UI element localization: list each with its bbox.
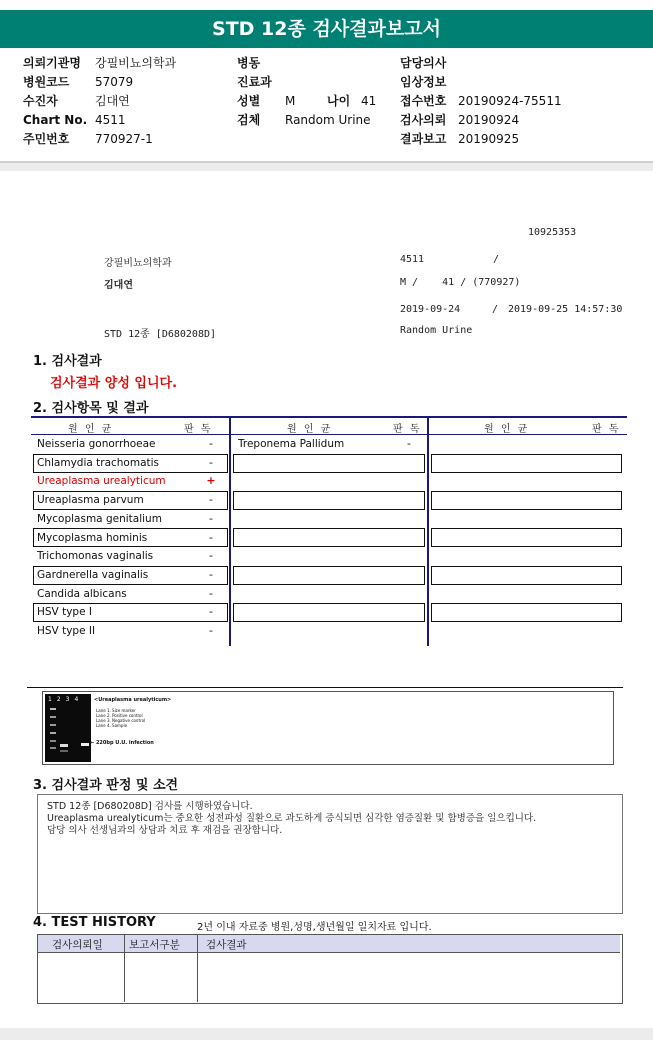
info-id: 10925353	[528, 227, 577, 238]
row-box	[431, 491, 622, 510]
result-row-name: Mycoplasma hominis	[37, 532, 148, 544]
gel-bands-graphic	[45, 694, 91, 762]
result-row-name: Ureaplasma parvum	[37, 494, 144, 506]
result-row-value: -	[209, 568, 213, 581]
field-patient: 수진자 김대연	[23, 94, 130, 108]
history-col-report-type: 보고서구분	[129, 939, 180, 951]
row-box	[233, 528, 425, 547]
result-row-value: -	[209, 437, 213, 450]
footer-band	[0, 1028, 653, 1040]
row-box	[233, 566, 425, 585]
history-col-result: 검사결과	[206, 939, 247, 951]
field-doctor: 담당의사	[400, 56, 447, 70]
history-header-row	[38, 935, 620, 953]
col3-pathogen-header: 원 인 균	[484, 424, 530, 435]
col2-pathogen-header: 원 인 균	[287, 424, 333, 435]
row-box	[233, 454, 425, 473]
result-row-name: Trichomonas vaginalis	[37, 550, 154, 562]
section-1-title: 1. 검사결과	[33, 354, 102, 369]
field-specimen: 검체 Random Urine	[237, 113, 371, 127]
row-box	[431, 454, 622, 473]
gel-electrophoresis-image	[45, 694, 91, 762]
gel-band-label: ← 220bp U.U. infection	[90, 740, 154, 746]
header-left	[23, 54, 176, 149]
col1-result-header: 판 독	[184, 424, 213, 435]
info-sex-age: M / 41 / (770927)	[400, 277, 521, 288]
result-row-name: Neisseria gonorrhoeae	[37, 438, 156, 450]
field-age-label: 나이	[327, 94, 351, 108]
col1-pathogen-header: 원 인 균	[68, 424, 114, 435]
section-4-title: 4. TEST HISTORY	[33, 915, 156, 930]
result-row-value: +	[206, 474, 216, 487]
result-row-name: Gardnerella vaginalis	[37, 569, 149, 581]
result-row-value: -	[209, 624, 213, 637]
field-chart-no: Chart No. 4511	[23, 113, 126, 127]
field-clinical-info: 임상정보	[400, 75, 447, 89]
header-right	[400, 54, 562, 149]
field-receipt-no: 접수번호 20190924-75511	[400, 94, 562, 108]
info-clinic: 강필비뇨의학과	[104, 258, 172, 269]
field-hospital-code: 병원코드 57079	[23, 75, 134, 89]
result-row-value: -	[209, 493, 213, 506]
history-note: 2년 이내 자료중 병원,성명,생년월일 일치자료 입니다.	[197, 922, 432, 933]
field-clinic: 의뢰기관명 강필비뇨의학과	[23, 56, 177, 70]
field-resident-no: 주민번호 770927-1	[23, 132, 153, 146]
row-box	[233, 491, 425, 510]
report-title: STD 12종 검사결과보고서	[0, 10, 653, 48]
info-chart: 4511	[400, 254, 425, 265]
positive-result-text: 검사결과 양성 입니다.	[50, 376, 178, 391]
row-box	[431, 528, 622, 547]
history-col-request-date: 검사의뢰일	[52, 939, 103, 951]
grid-divider-2	[427, 416, 429, 646]
result-row-name: Chlamydia trachomatis	[37, 457, 160, 469]
info-specimen: Random Urine	[400, 325, 473, 336]
field-sex: 성별 M 나이 41	[237, 92, 376, 111]
gel-title: <Ureaplasma urealyticum>	[94, 697, 172, 703]
gel-legend: Lane 1. Size marker Lane 2. Positive control Lane 3. Negative control Lane 4. Sample	[96, 708, 146, 728]
info-patient: 김대연	[104, 280, 133, 291]
result-row-name: Candida albicans	[37, 588, 127, 600]
row-box	[431, 603, 622, 622]
field-request-date: 검사의뢰 20190924	[400, 113, 520, 127]
history-col-divider-2	[197, 935, 198, 1002]
section-3-title: 3. 검사결과 판정 및 소견	[33, 778, 179, 793]
field-ward: 병동	[237, 56, 261, 70]
opinion-line-2: Ureaplasma urealyticum는 중요한 성전파성 질환으로 과도하게 증식되면 심각한 염증질환 및 합병증을 일으킵니다.	[47, 813, 537, 824]
result-row-value: -	[209, 587, 213, 600]
row-box	[233, 603, 425, 622]
result-row-value: -	[209, 605, 213, 618]
field-department: 진료과	[237, 75, 272, 89]
info-date-request: 2019-09-24	[400, 304, 461, 315]
field-report-date: 결과보고 20190925	[400, 132, 520, 146]
info-chart-slash: /	[493, 254, 500, 265]
field-age-value: 41	[361, 94, 377, 108]
image-top-line	[27, 687, 623, 688]
result-row-name: HSV type I	[37, 606, 92, 618]
row-box	[431, 566, 622, 585]
result-row-value: -	[209, 531, 213, 544]
result-row-value: -	[209, 549, 213, 562]
grid-top-line	[31, 416, 627, 418]
col2-row-result: -	[407, 437, 411, 450]
info-test: STD 12종 [D680208D]	[104, 329, 217, 340]
opinion-line-3: 담당 의사 선생님과의 상담과 치료 후 재검을 권장합니다.	[47, 825, 283, 836]
section-2-title: 2. 검사항목 및 결과	[33, 401, 149, 416]
header-band	[0, 163, 653, 171]
result-row-name: Mycoplasma genitalium	[37, 513, 162, 525]
result-row-value: -	[209, 456, 213, 469]
col3-result-header: 판 독	[592, 424, 621, 435]
result-row-value: -	[209, 512, 213, 525]
history-col-divider-1	[124, 935, 125, 1002]
col2-row-name: Treponema Pallidum	[238, 438, 345, 450]
result-row-name: Ureaplasma urealyticum	[37, 475, 166, 487]
opinion-line-1: STD 12종 [D680208D] 검사를 시행하였습니다.	[47, 801, 253, 812]
result-row-name: HSV type II	[37, 625, 96, 637]
col2-result-header: 판 독	[393, 424, 422, 435]
gel-lane-numbers: 1234	[48, 696, 84, 703]
info-date-report: 2019-09-25 14:57:30	[508, 304, 623, 315]
info-date-sep: /	[492, 304, 499, 315]
grid-divider-1	[229, 416, 231, 646]
header-mid	[237, 54, 376, 130]
